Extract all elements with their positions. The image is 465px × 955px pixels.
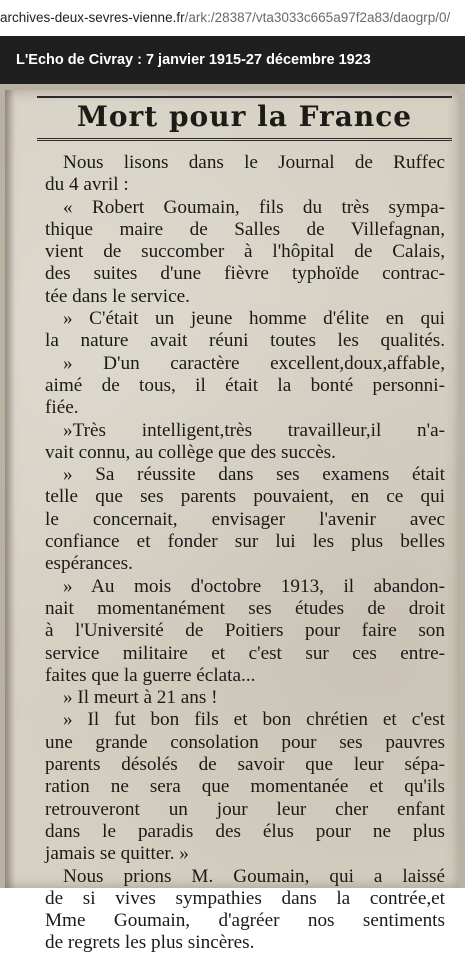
page-edge-shadow — [5, 90, 15, 888]
browser-address-bar[interactable] — [0, 0, 465, 36]
article-line: confiance et fonder sur lui les plus belles — [45, 531, 445, 553]
article-line: ration ne sera que momentanée et qu'ils — [45, 776, 445, 798]
document-viewer[interactable] — [0, 84, 465, 954]
article-headline: Mort pour la France — [76, 100, 413, 133]
article-line: » C'était un jeune homme d'élite en qui — [63, 308, 445, 330]
article-line: du 4 avril : — [45, 174, 129, 196]
article-line: aimé de tous, il était la bonté personni- — [45, 374, 445, 396]
article-line: le concernait, envisager l'avenir avec — [45, 508, 445, 530]
article-line: espérances. — [45, 553, 133, 575]
article-line: Nous lisons dans le Journal de Ruffec — [63, 152, 445, 173]
article-line: de si vives sympathies dans la contrée,et — [45, 887, 445, 909]
article-line: nait momentanément ses études de droit — [45, 597, 445, 619]
article-line: « Robert Goumain, fils du très sympa- — [63, 196, 445, 218]
url-domain: archives-deux-sevres-vienne.fr — [0, 10, 185, 25]
article-line: » Il fut bon fils et bon chrétien et c'est — [63, 709, 445, 731]
document-title: L'Echo de Civray : 7 janvier 1915-27 décembre 1923 — [16, 52, 371, 68]
top-rule — [37, 96, 452, 98]
article-line: » Au mois d'octobre 1913, il abandon- — [63, 575, 445, 597]
article-line: Nous prions M. Goumain, qui a laissé — [63, 865, 445, 887]
article-line: la nature avait réuni toutes les qualités. — [45, 330, 445, 352]
article-line: telle que ses parents pouvaient, en ce qui — [45, 486, 445, 508]
article-line: dans le paradis des élus pour ne plus — [45, 820, 445, 842]
viewer-title-bar — [0, 36, 465, 84]
article-line: » Sa réussite dans ses examens était — [63, 464, 445, 486]
article-line: une grande consolation pour ses pauvres — [45, 731, 445, 753]
article-line: de regrets les plus sincères. — [45, 932, 255, 954]
article-line: »Très intelligent,très travailleur,il n'a- — [63, 419, 445, 441]
newspaper-scan — [5, 90, 459, 954]
article-line: service militaire et c'est sur ces entre- — [45, 642, 445, 664]
article-line: retrouveront un jour leur cher enfant — [45, 798, 445, 820]
headline-rule — [37, 138, 452, 144]
article-line: Mme Goumain, d'agréer nos sentiments — [45, 910, 445, 932]
article-line: vait connu, au collège que des succès. — [45, 441, 336, 463]
article-line: faites que la guerre éclata... — [45, 664, 256, 686]
article-line: fiée. — [45, 397, 79, 419]
article-line: des suites d'une fièvre typhoïde contrac- — [45, 263, 445, 285]
article-line: tée dans le service. — [45, 285, 190, 307]
article-line: parents désolés de savoir que leur sépa- — [45, 754, 445, 776]
url-path: /ark:/28387/vta3033c665a97f2a83/daogrp/0/ — [184, 10, 451, 25]
article-line: jamais se quitter. » — [45, 843, 189, 865]
article-body — [45, 152, 445, 955]
article-line: thique maire de Salles de Villefagnan, — [45, 218, 445, 240]
article-line: vient de succomber à l'hôpital de Calais, — [45, 241, 445, 263]
article-line: à l'Université de Poitiers pour faire son — [45, 620, 445, 642]
article-line: » Il meurt à 21 ans ! — [63, 687, 218, 709]
article-line: » D'un caractère excellent,doux,affable, — [63, 352, 445, 374]
